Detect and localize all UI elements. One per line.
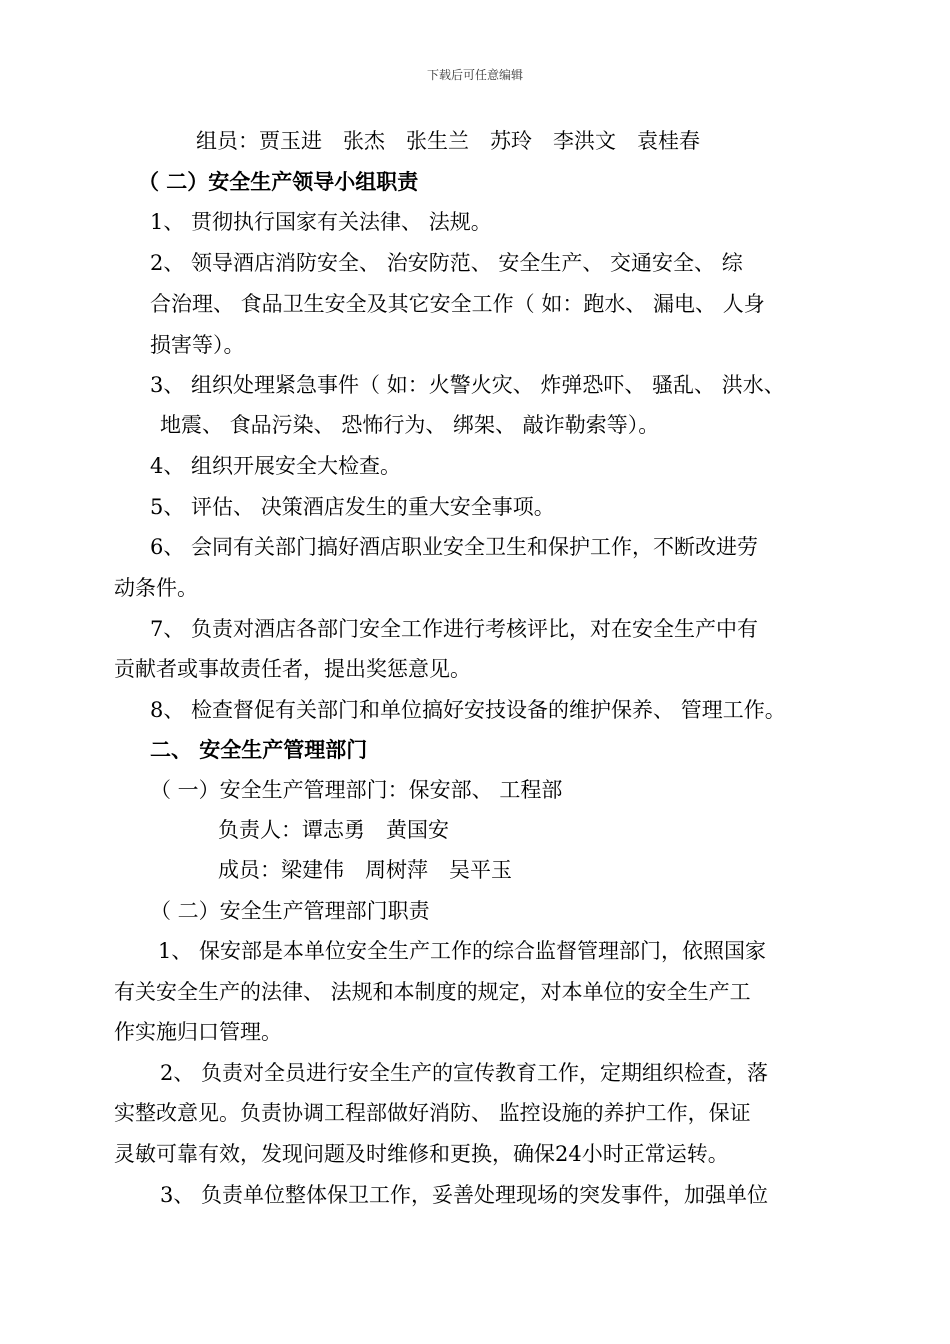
list-item: 5、 评估、 决策酒店发生的重大安全事项。 — [150, 495, 555, 519]
list-item-continued: 损害等）。 — [150, 333, 245, 357]
list-item: 2、 负责对全员进行安全生产的宣传教育工作，定期组织检查，落 — [160, 1061, 769, 1085]
list-item: 3、 负责单位整体保卫工作，妥善处理现场的突发事件，加强单位 — [160, 1183, 769, 1207]
list-item: 2、 领导酒店消防安全、 治安防范、 安全生产、 交通安全、 综 — [150, 251, 743, 275]
members-line: 成员：梁建伟 周树萍 吴平玉 — [218, 858, 512, 882]
list-item: 7、 负责对酒店各部门安全工作进行考核评比，对在安全生产中有 — [150, 617, 759, 641]
team-members-line: 组员：贾玉进 张杰 张生兰 苏玲 李洪文 袁桂春 — [196, 129, 700, 153]
list-item-continued: 地震、 食品污染、 恐怖行为、 绑架、 敲诈勒索等）。 — [160, 413, 660, 437]
list-item: 1、 保安部是本单位安全生产工作的综合监督管理部门，依照国家 — [158, 939, 767, 963]
responsible-persons-line: 负责人：谭志勇 黄国安 — [218, 818, 449, 842]
list-item: 1、 贯彻执行国家有关法律、 法规。 — [150, 210, 492, 234]
list-item: 3、 组织处理紧急事件（ 如：火警火灾、 炸弹恐吓、 骚乱、 洪水、 — [150, 373, 785, 397]
section-heading: （ 二）安全生产领导小组职责 — [138, 169, 419, 194]
list-item-continued: 实整改意见。负责协调工程部做好消防、 监控设施的养护工作，保证 — [114, 1101, 751, 1125]
subsection-heading: （ 二）安全生产管理部门职责 — [150, 899, 430, 923]
list-item-continued: 灵敏可靠有效，发现问题及时维修和更换，确保24小时正常运转。 — [114, 1142, 729, 1166]
list-item-continued: 动条件。 — [114, 576, 198, 600]
list-item-continued: 有关安全生产的法律、 法规和本制度的规定，对本单位的安全生产工 — [114, 980, 751, 1004]
list-item: 6、 会同有关部门搞好酒店职业安全卫生和保护工作，不断改进劳 — [150, 535, 759, 559]
list-item-continued: 作实施归口管理。 — [114, 1020, 282, 1044]
section-heading: 二、 安全生产管理部门 — [150, 737, 368, 762]
page-header-note: 下载后可任意编辑 — [426, 68, 523, 82]
list-item: 8、 检查督促有关部门和单位搞好安技设备的维护保养、 管理工作。 — [150, 698, 786, 722]
subsection-heading: （ 一）安全生产管理部门：保安部、 工程部 — [150, 778, 563, 802]
list-item: 4、 组织开展安全大检查。 — [150, 454, 402, 478]
list-item-continued: 合治理、 食品卫生安全及其它安全工作（ 如：跑水、 漏电、 人身 — [150, 292, 765, 316]
list-item-continued: 贡献者或事故责任者，提出奖惩意见。 — [114, 657, 471, 681]
